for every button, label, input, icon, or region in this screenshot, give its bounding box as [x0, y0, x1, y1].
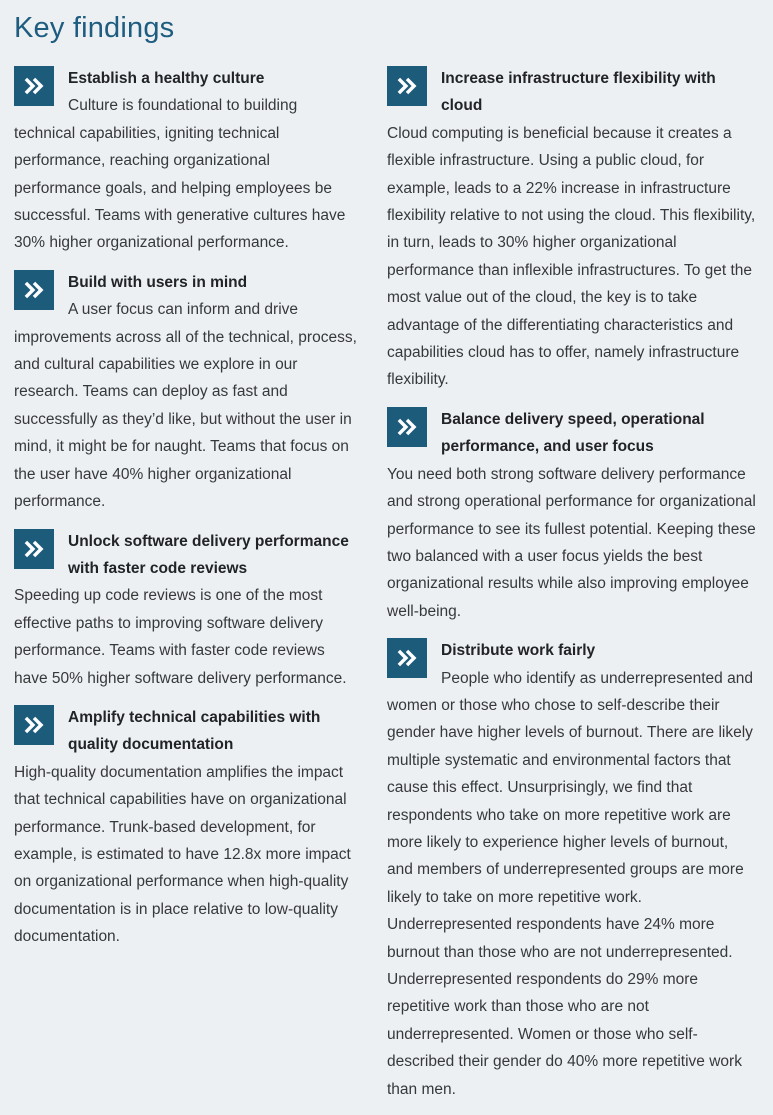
finding-heading: Build with users in mind: [68, 273, 248, 291]
finding-body: Cloud computing is beneficial because it creates a flexible infrastructure. Using a public cloud, for example, leads to a 22% increase in infrastructure flexibility relative to not using the cloud. This flexibility, in turn, leads to 30% higher organizational performance than inflexible infrastructures. To get the most value out of the cloud, the key is to take advantage of the differentiating characteristics and capabilities cloud has to offer, namely infrastructure flexibility.: [387, 124, 756, 389]
finding-item: [387, 637, 757, 1103]
finding-item: [14, 269, 360, 516]
double-chevron-icon: [14, 66, 54, 106]
double-chevron-icon: [387, 66, 427, 106]
findings-column-right: [387, 65, 757, 1115]
finding-body: High-quality documentation amplifies the impact that technical capabilities have on organizational performance. Trunk-based development, for example, is estimated to have 12.8x more impact on organizational performance when high-quality documentation is in place relative to low-quality documentation.: [14, 763, 351, 946]
finding-item: [14, 704, 360, 951]
finding-heading: Amplify technical capabilities with quality documentation: [68, 708, 321, 754]
findings-columns: [14, 65, 757, 1115]
finding-heading: Distribute work fairly: [441, 642, 596, 660]
finding-body: Culture is foundational to building technical capabilities, igniting technical performance, reaching organizational performance goals, and helping employees be successful. Teams with generative cultures have 30% higher organizational performance.: [14, 97, 346, 252]
finding-heading: Increase infrastructure flexibility with cloud: [441, 70, 716, 115]
finding-body: You need both strong software delivery performance and strong operational performance for organizational performance to see its fullest potential. Keeping these two balanced with a user focus yields the best organizational results while also improving employee well-being.: [387, 465, 756, 620]
finding-item: [14, 528, 360, 692]
double-chevron-icon: [14, 270, 54, 310]
page-title: Key findings: [14, 12, 175, 44]
double-chevron-icon: [14, 705, 54, 745]
finding-heading: Unlock software delivery performance with faster code reviews: [68, 532, 349, 577]
double-chevron-icon: [387, 407, 427, 447]
double-chevron-icon: [14, 529, 54, 569]
double-chevron-icon: [387, 638, 427, 678]
finding-heading: Balance delivery speed, operational performance, and user focus: [441, 410, 705, 456]
finding-body: A user focus can inform and drive improvements across all of the technical, process, and cultural capabilities we explore in our research. Teams can deploy as fast and successfully as they’d like, but without the user in mind, it might be for naught. Teams that focus on the user have 40% higher organizational performance.: [14, 301, 357, 511]
finding-item: [14, 65, 360, 257]
finding-body: Speeding up code reviews is one of the most effective paths to improving software delivery performance. Teams with faster code reviews have 50% higher software delivery performance.: [14, 587, 347, 687]
finding-heading: Establish a healthy culture: [68, 70, 265, 87]
findings-column-left: [14, 65, 360, 963]
finding-item: [387, 406, 757, 625]
finding-item: [387, 65, 757, 394]
finding-body: People who identify as underrepresented and women or those who chose to self-describe their gender have higher levels of burnout. There are likely multiple systematic and environmental factors that cause this effect. Unsurprisingly, we find that respondents who take on more repetitive work are more likely to experience higher levels of burnout, and members of underrepresented groups are more likely to take on more repetitive work. Underrepresented respondents have 24% more burnout than those who are not underrepresented. Underrepresented respondents do 29% more repetitive work than those who are not underrepresented. Women or those who self-described their gender do 40% more repetitive work than men.: [387, 669, 753, 1098]
